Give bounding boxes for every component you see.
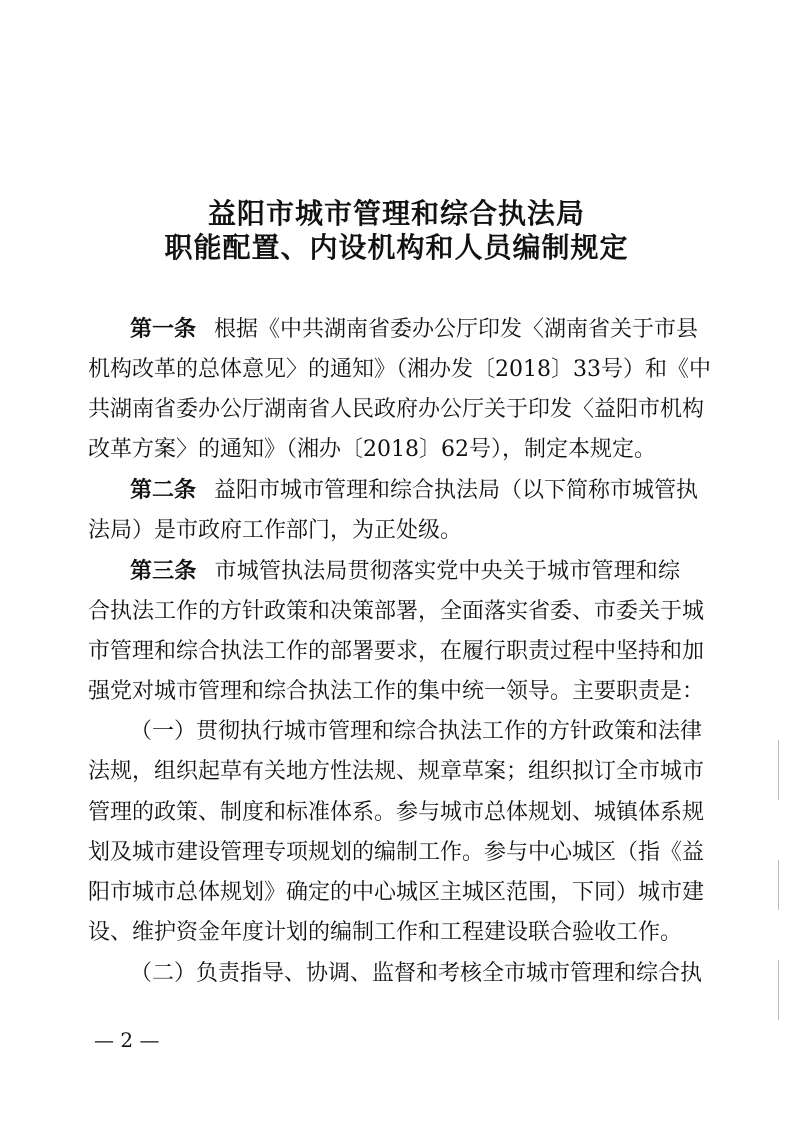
text-line: 机构改革的总体意见〉的通知》（湘办发〔2018〕33号）和《中 [88, 357, 711, 382]
document-title-line-2: 职能配置、内设机构和人员编制规定 [164, 231, 629, 264]
article-label: 第二条 [130, 478, 197, 503]
text-span: 市城管执法局贯彻落实党中央关于城市管理和综 [214, 559, 680, 584]
text-line: 共湖南省委办公厅湖南省人民政府办公厅关于印发〈益阳市机构 [88, 397, 705, 422]
text-line [130, 475, 699, 507]
text-line [130, 314, 699, 346]
text-span: 益阳市城市管理和综合执法局（以下简称市城管执 [214, 478, 699, 503]
text-line: 强党对城市管理和综合执法工作的集中统一领导。主要职责是： [88, 679, 705, 704]
text-line: 设、维护资金年度计划的编制工作和工程建设联合验收工作。 [88, 920, 683, 945]
text-line: （一）贯彻执行城市管理和综合执法工作的方针政策和法律 [130, 719, 703, 744]
text-line: 法规，组织起草有关地方性法规、规章草案；组织拟订全市城市 [88, 759, 705, 784]
scan-edge-mark [778, 960, 779, 1020]
text-line: 管理的政策、制度和标准体系。参与城市总体规划、城镇体系规 [88, 800, 705, 825]
text-line: 阳市城市总体规划》确定的中心城区主城区范围，下同）城市建 [88, 880, 705, 905]
text-line: 划及城市建设管理专项规划的编制工作。参与中心城区（指《益 [88, 840, 705, 865]
page-number: — 2 — [94, 1028, 160, 1052]
text-line [130, 556, 680, 588]
article-label: 第三条 [130, 559, 197, 584]
scan-edge-mark [778, 740, 779, 800]
scan-edge-mark [778, 860, 779, 910]
text-line: 合执法工作的方针政策和决策部署，全面落实省委、市委关于城 [88, 599, 705, 624]
text-line: 改革方案〉的通知》（湘办〔2018〕62号），制定本规定。 [88, 437, 656, 462]
article-label: 第一条 [130, 317, 197, 342]
text-line: 市管理和综合执法工作的部署要求，在履行职责过程中坚持和加 [88, 639, 705, 664]
text-line: 法局）是市政府工作部门，为正处级。 [88, 518, 463, 543]
document-title-line-1: 益阳市城市管理和综合执法局 [207, 197, 585, 230]
text-span: 根据《中共湖南省委办公厅印发〈湖南省关于市县 [214, 317, 699, 342]
text-line: （二）负责指导、协调、监督和考核全市城市管理和综合执 [130, 961, 703, 986]
